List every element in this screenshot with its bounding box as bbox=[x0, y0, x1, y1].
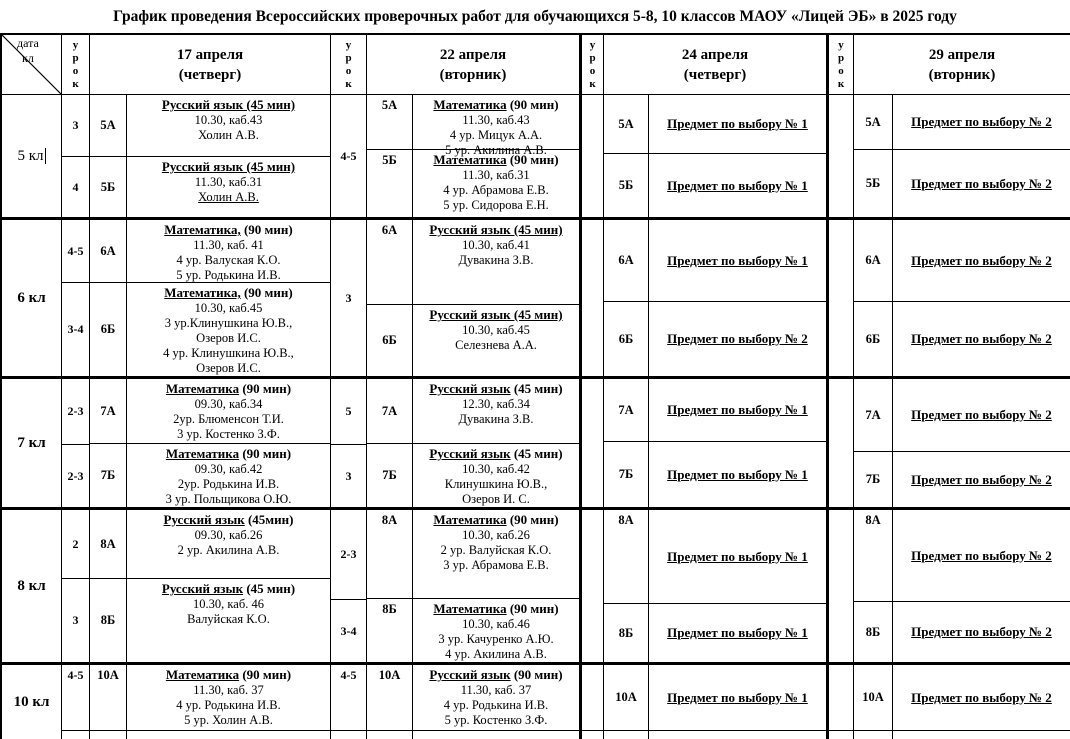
exam-cell bbox=[413, 305, 579, 376]
weekday-text: (вторник) bbox=[928, 66, 996, 83]
detail-line: 11.30, каб. 37 bbox=[460, 683, 532, 697]
elective-cell: Предмет по выбору № 2 bbox=[911, 331, 1052, 346]
class-cell: 8А bbox=[367, 510, 413, 598]
exam-cell bbox=[413, 665, 579, 730]
class-cell: 10А bbox=[854, 665, 893, 730]
detail-line: Холин А.В. bbox=[198, 128, 259, 142]
weekday-text: (вторник) bbox=[439, 66, 507, 83]
subrow bbox=[367, 220, 579, 305]
date-text: 29 апреля bbox=[928, 46, 996, 63]
exam-cell bbox=[649, 731, 826, 739]
subject-title: Математика (90 мин) bbox=[165, 446, 292, 461]
subrow bbox=[604, 154, 826, 217]
section-apr22 bbox=[331, 95, 582, 217]
weekday-text: (четверг) bbox=[683, 66, 747, 83]
lesson-cell: 3-4 bbox=[67, 322, 84, 336]
section-apr24 bbox=[582, 665, 829, 739]
class-cell bbox=[854, 731, 893, 739]
subject-title: Русский язык (45 мин) bbox=[161, 97, 296, 112]
detail-line: 10.30, каб.41 bbox=[462, 238, 530, 252]
detail-line: 10.30, каб.42 bbox=[462, 462, 530, 476]
detail-line: 11.30, каб.31 bbox=[462, 168, 530, 182]
class-cell: 5Б bbox=[854, 150, 893, 217]
lesson-cell bbox=[829, 665, 853, 731]
date-header bbox=[90, 35, 330, 94]
exam-cell bbox=[413, 150, 579, 217]
class-cell bbox=[604, 731, 649, 739]
detail-line: 4 ур. Мицук А.А. bbox=[449, 128, 543, 142]
detail-line: 12.30, каб.34 bbox=[462, 397, 530, 411]
lesson-cell: 3 bbox=[345, 290, 352, 305]
subrow bbox=[367, 444, 579, 507]
detail-line: 3 ур. Костенко З.Ф. bbox=[177, 427, 280, 441]
group-row-grade10 bbox=[2, 665, 1070, 739]
elective-cell: Предмет по выбору № 1 bbox=[667, 625, 808, 640]
detail-line: 10.30, каб.26 bbox=[462, 528, 530, 542]
exam-cell bbox=[893, 731, 1070, 739]
class-cell bbox=[90, 731, 127, 739]
subject-title: Математика (90 мин) bbox=[165, 667, 292, 682]
class-cell: 7Б bbox=[367, 444, 413, 507]
subject-title: Русский язык (45 мин) bbox=[429, 307, 563, 322]
class-cell: 8А bbox=[854, 510, 893, 601]
class-cell: 7А bbox=[854, 379, 893, 451]
detail-line: Холин А.В. bbox=[198, 190, 259, 204]
detail-line: 3 ур. Абрамова Е.В. bbox=[443, 558, 549, 572]
lesson-cell bbox=[62, 731, 89, 739]
subrow bbox=[854, 731, 1070, 739]
subrow bbox=[854, 220, 1070, 302]
group-label: 7 кл bbox=[2, 379, 62, 507]
class-cell: 5А bbox=[854, 95, 893, 149]
class-cell: 8Б bbox=[90, 579, 127, 662]
schedule-table bbox=[0, 33, 1070, 739]
detail-line: 09.30, каб.34 bbox=[194, 397, 263, 411]
subrow bbox=[604, 510, 826, 604]
section-apr24 bbox=[582, 379, 829, 507]
exam-cell bbox=[413, 95, 579, 157]
group-row-grade8 bbox=[2, 510, 1070, 665]
lesson-cell bbox=[829, 731, 853, 739]
date-text: 22 апреля bbox=[439, 46, 507, 63]
date-text: 17 апреля bbox=[176, 46, 244, 63]
subrow bbox=[90, 665, 330, 731]
subrow bbox=[604, 665, 826, 731]
lesson-cell: 2-3 bbox=[331, 510, 366, 600]
group-label: 8 кл bbox=[2, 510, 62, 662]
exam-cell bbox=[127, 157, 330, 217]
subrow bbox=[90, 283, 330, 376]
lesson-cell: 3-4 bbox=[340, 623, 357, 638]
subrow bbox=[604, 731, 826, 739]
text-cursor bbox=[45, 148, 46, 164]
subrow bbox=[367, 510, 579, 599]
subrow bbox=[367, 95, 579, 157]
group-row-grade6 bbox=[2, 220, 1070, 379]
header-row bbox=[2, 35, 1070, 95]
lesson-column-header: у р о к bbox=[582, 35, 604, 94]
detail-line: Озеров И. С. bbox=[462, 492, 530, 506]
elective-cell: Предмет по выбору № 2 bbox=[911, 689, 1052, 705]
section-apr22 bbox=[331, 220, 582, 376]
section-apr17 bbox=[62, 379, 331, 507]
exam-cell bbox=[127, 579, 330, 662]
detail-line: 4 ур. Родькина И.В. bbox=[176, 698, 281, 712]
detail-line: 4 ур. Абрамова Е.В. bbox=[443, 183, 549, 197]
class-cell: 8А bbox=[604, 510, 649, 603]
detail-line: 10.30, каб.43 bbox=[194, 113, 263, 127]
detail-line: 11.30, каб.31 bbox=[194, 175, 263, 189]
detail-line: 4 ур. Валуская К.О. bbox=[176, 253, 281, 267]
section-apr17 bbox=[62, 665, 331, 739]
class-cell: 8Б bbox=[604, 604, 649, 662]
detail-line: 10.30, каб.45 bbox=[462, 323, 530, 337]
class-cell: 8Б bbox=[367, 599, 413, 662]
date-text: 24 апреля bbox=[681, 46, 749, 63]
elective-cell: Предмет по выбору № 1 bbox=[667, 252, 808, 268]
subrow bbox=[90, 579, 330, 662]
section-apr29 bbox=[829, 510, 1070, 662]
class-cell: 5Б bbox=[90, 157, 127, 217]
subrow bbox=[90, 444, 330, 507]
subject-title: Русский язык (45 мин) bbox=[429, 222, 563, 237]
detail-line: 4 ур. Родькина И.В. bbox=[443, 698, 549, 712]
detail-line: 10.30, каб. 46 bbox=[193, 597, 264, 611]
class-cell: 6Б bbox=[90, 283, 127, 376]
lesson-cell: 4-5 bbox=[331, 665, 366, 731]
header-section-apr29 bbox=[829, 35, 1070, 94]
section-apr22 bbox=[331, 665, 582, 739]
subrow bbox=[854, 302, 1070, 376]
subrow bbox=[854, 602, 1070, 662]
subject-title: Русский язык (90 мин) bbox=[429, 667, 563, 682]
detail-line: 5 ур. Родькина И.В. bbox=[176, 268, 281, 282]
group-row-grade5 bbox=[2, 95, 1070, 220]
subrow bbox=[367, 305, 579, 376]
class-cell: 6А bbox=[854, 220, 893, 301]
subrow bbox=[90, 220, 330, 283]
detail-line: 11.30, каб.43 bbox=[462, 113, 530, 127]
page-title: График проведения Всероссийских проверочных работ для обучающихся 5-8, 10 классов МАОУ «Лицей ЭБ» в 2025 году bbox=[113, 7, 957, 25]
lesson-cell bbox=[582, 220, 603, 376]
detail-line: 10.30, каб.45 bbox=[194, 301, 263, 315]
date-header bbox=[854, 35, 1070, 94]
lesson-cell bbox=[582, 379, 603, 507]
section-apr24 bbox=[582, 510, 829, 662]
lesson-cell: 4-5 bbox=[62, 665, 89, 731]
exam-cell bbox=[413, 510, 579, 598]
exam-cell bbox=[127, 220, 330, 282]
subject-title: Математика (90 мин) bbox=[433, 601, 559, 616]
detail-line: 11.30, каб. 37 bbox=[193, 683, 264, 697]
class-cell: 7А bbox=[604, 379, 649, 441]
exam-cell bbox=[413, 220, 579, 304]
lesson-cell: 4-5 bbox=[62, 220, 89, 283]
detail-line: 4 ур. Акилина А.В. bbox=[445, 647, 547, 661]
lesson-cell: 2 bbox=[62, 510, 89, 579]
lesson-cell: 3 bbox=[62, 95, 89, 157]
subrow bbox=[604, 95, 826, 154]
lesson-cell bbox=[829, 510, 853, 662]
lesson-cell: 4-5 bbox=[340, 148, 357, 163]
elective-cell: Предмет по выбору № 2 bbox=[911, 471, 1052, 487]
subrow bbox=[854, 452, 1070, 507]
subrow bbox=[367, 599, 579, 662]
section-apr17 bbox=[62, 220, 331, 376]
subrow bbox=[90, 95, 330, 157]
elective-cell: Предмет по выбору № 2 bbox=[911, 407, 1052, 422]
class-cell: 6Б bbox=[604, 302, 649, 376]
lesson-cell bbox=[829, 379, 853, 507]
subject-title: Математика, (90 мин) bbox=[164, 285, 293, 300]
exam-cell bbox=[127, 379, 330, 443]
detail-line: 2ур. Родькина И.В. bbox=[177, 477, 280, 491]
exam-cell bbox=[413, 444, 579, 507]
subrow bbox=[367, 379, 579, 444]
class-cell: 10А bbox=[604, 665, 649, 730]
lesson-cell: 5 bbox=[331, 379, 366, 445]
subrow bbox=[854, 95, 1070, 150]
group-row-grade7 bbox=[2, 379, 1070, 510]
section-apr29 bbox=[829, 95, 1070, 217]
class-cell: 8Б bbox=[854, 602, 893, 662]
subrow bbox=[604, 302, 826, 376]
elective-cell: Предмет по выбору № 1 bbox=[667, 402, 808, 417]
subrow bbox=[854, 665, 1070, 731]
subject-title: Русский язык (45 мин) bbox=[429, 381, 563, 396]
subrow bbox=[367, 150, 579, 217]
subrow bbox=[604, 379, 826, 442]
subrow bbox=[367, 731, 579, 739]
subject-title: Математика, (90 мин) bbox=[164, 222, 293, 237]
lesson-cell: 2-3 bbox=[62, 379, 89, 445]
detail-line: Озеров И.С. bbox=[196, 331, 261, 345]
detail-line: 2ур. Блюменсон Т.И. bbox=[173, 412, 284, 426]
corner-date-label: дата bbox=[17, 36, 39, 50]
elective-cell: Предмет по выбору № 2 bbox=[911, 547, 1052, 563]
class-cell: 6Б bbox=[854, 302, 893, 376]
section-apr22 bbox=[331, 510, 582, 662]
lesson-cell: 3 bbox=[72, 613, 79, 627]
subrow bbox=[604, 604, 826, 662]
detail-line: 2 ур. Акилина А.В. bbox=[177, 543, 280, 557]
detail-line: 5 ур. Костенко З.Ф. bbox=[444, 713, 548, 727]
section-apr29 bbox=[829, 220, 1070, 376]
class-cell: 5Б bbox=[604, 154, 649, 217]
lesson-cell bbox=[582, 95, 603, 217]
subject-title: Математика (90 мин) bbox=[433, 97, 559, 112]
date-header bbox=[367, 35, 579, 94]
elective-cell: Предмет по выбору № 1 bbox=[667, 689, 808, 705]
class-cell: 5Б bbox=[367, 150, 413, 217]
detail-line: Валуйская К.О. bbox=[187, 612, 270, 626]
section-apr24 bbox=[582, 220, 829, 376]
class-cell bbox=[367, 731, 413, 739]
detail-line: Селезнева А.А. bbox=[455, 338, 537, 352]
elective-cell: Предмет по выбору № 1 bbox=[667, 116, 808, 131]
lesson-cell: 2-3 bbox=[67, 468, 84, 483]
detail-line: 3 ур.Клинушкина Ю.В., bbox=[164, 316, 293, 330]
detail-line: 5 ур. Сидорова Е.Н. bbox=[443, 198, 549, 212]
class-cell: 6А bbox=[367, 220, 413, 304]
class-cell: 5А bbox=[367, 95, 413, 149]
section-apr17 bbox=[62, 95, 331, 217]
lesson-column-header: у р о к bbox=[331, 35, 367, 94]
class-cell: 10А bbox=[367, 665, 413, 730]
exam-cell bbox=[413, 379, 579, 443]
subrow bbox=[90, 157, 330, 217]
lesson-cell bbox=[582, 731, 603, 739]
exam-cell bbox=[127, 510, 330, 578]
header-section-apr24 bbox=[582, 35, 829, 94]
group-label: 6 кл bbox=[2, 220, 62, 376]
subrow bbox=[90, 731, 330, 739]
exam-cell bbox=[413, 599, 579, 662]
class-cell: 6А bbox=[604, 220, 649, 301]
section-apr29 bbox=[829, 665, 1070, 739]
subject-title: Математика (90 мин) bbox=[433, 512, 559, 527]
detail-line: Дувакина З.В. bbox=[458, 253, 534, 267]
exam-cell bbox=[127, 444, 330, 507]
subrow bbox=[604, 442, 826, 507]
elective-cell: Предмет по выбору № 1 bbox=[667, 466, 808, 482]
subrow bbox=[854, 510, 1070, 602]
lesson-cell bbox=[582, 510, 603, 662]
class-cell: 5А bbox=[604, 95, 649, 153]
detail-line: 09.30, каб.26 bbox=[194, 528, 263, 542]
lesson-cell bbox=[582, 665, 603, 731]
class-cell: 5А bbox=[90, 95, 127, 156]
section-apr24 bbox=[582, 95, 829, 217]
subject-title: Русский язык (45 мин) bbox=[161, 581, 296, 596]
section-apr29 bbox=[829, 379, 1070, 507]
detail-line: 10.30, каб.46 bbox=[462, 617, 530, 631]
detail-line: Клинушкина Ю.В., bbox=[444, 477, 548, 491]
subrow bbox=[90, 510, 330, 579]
elective-cell: Предмет по выбору № 2 bbox=[667, 331, 808, 346]
elective-cell: Предмет по выбору № 2 bbox=[911, 175, 1052, 191]
detail-line: 4 ур. Клинушкина Ю.В., bbox=[163, 346, 294, 360]
lesson-cell: 4 bbox=[72, 179, 79, 194]
elective-cell: Предмет по выбору № 2 bbox=[911, 624, 1052, 639]
detail-line: Озеров И.С. bbox=[196, 361, 261, 375]
class-cell: 7Б bbox=[90, 444, 127, 507]
corner-class-label: кл bbox=[22, 51, 34, 65]
exam-cell bbox=[127, 95, 330, 156]
exam-cell bbox=[127, 665, 330, 730]
lesson-column-header: у р о к bbox=[829, 35, 854, 94]
subrow bbox=[854, 379, 1070, 452]
subrow bbox=[604, 220, 826, 302]
header-section-apr22 bbox=[331, 35, 582, 94]
subject-title: Русский язык (45 мин) bbox=[161, 159, 296, 174]
detail-line: 09.30, каб.42 bbox=[194, 462, 263, 476]
section-apr22 bbox=[331, 379, 582, 507]
subject-title: Математика (90 мин) bbox=[165, 381, 292, 396]
subrow bbox=[367, 665, 579, 731]
subject-title: Русский язык (45мин) bbox=[163, 512, 294, 527]
class-cell: 6А bbox=[90, 220, 127, 282]
detail-line: 3 ур. Качуренко А.Ю. bbox=[438, 632, 554, 646]
lesson-cell: 3 bbox=[345, 468, 352, 483]
elective-cell: Предмет по выбору № 1 bbox=[667, 548, 808, 564]
elective-cell: Предмет по выбору № 1 bbox=[667, 177, 808, 193]
detail-line: 11.30, каб. 41 bbox=[193, 238, 264, 252]
lesson-cell bbox=[331, 731, 366, 739]
class-cell: 6Б bbox=[367, 305, 413, 376]
lesson-cell bbox=[829, 95, 853, 217]
lesson-column-header: у р о к bbox=[62, 35, 90, 94]
subject-title: Математика (90 мин) bbox=[433, 152, 559, 167]
weekday-text: (четверг) bbox=[178, 66, 242, 83]
class-cell: 8А bbox=[90, 510, 127, 578]
exam-cell bbox=[127, 283, 330, 376]
class-cell: 7Б bbox=[854, 452, 893, 507]
subject-title: Русский язык (45 мин) bbox=[429, 446, 563, 461]
exam-cell bbox=[127, 731, 330, 739]
class-cell: 7А bbox=[90, 379, 127, 443]
corner-cell bbox=[2, 35, 62, 94]
subrow bbox=[90, 379, 330, 444]
detail-line: 5 ур. Холин А.В. bbox=[184, 713, 273, 727]
detail-line: 3 ур. Польщикова О.Ю. bbox=[165, 492, 292, 506]
group-label: 5 кл bbox=[2, 95, 62, 217]
elective-cell: Предмет по выбору № 2 bbox=[911, 252, 1052, 268]
detail-line: Дувакина З.В. bbox=[458, 412, 534, 426]
lesson-cell bbox=[829, 220, 853, 376]
subrow bbox=[854, 150, 1070, 217]
class-cell: 7А bbox=[367, 379, 413, 443]
detail-line: 5 ур. Акилина А.В. bbox=[445, 143, 547, 157]
exam-cell bbox=[413, 731, 579, 739]
class-cell: 7Б bbox=[604, 442, 649, 507]
date-header bbox=[604, 35, 826, 94]
group-label: 10 кл bbox=[2, 665, 62, 739]
class-cell: 10А bbox=[90, 665, 127, 730]
elective-cell: Предмет по выбору № 2 bbox=[911, 114, 1052, 129]
detail-line: 2 ур. Валуйская К.О. bbox=[440, 543, 552, 557]
section-apr17 bbox=[62, 510, 331, 662]
header-section-apr17 bbox=[62, 35, 331, 94]
